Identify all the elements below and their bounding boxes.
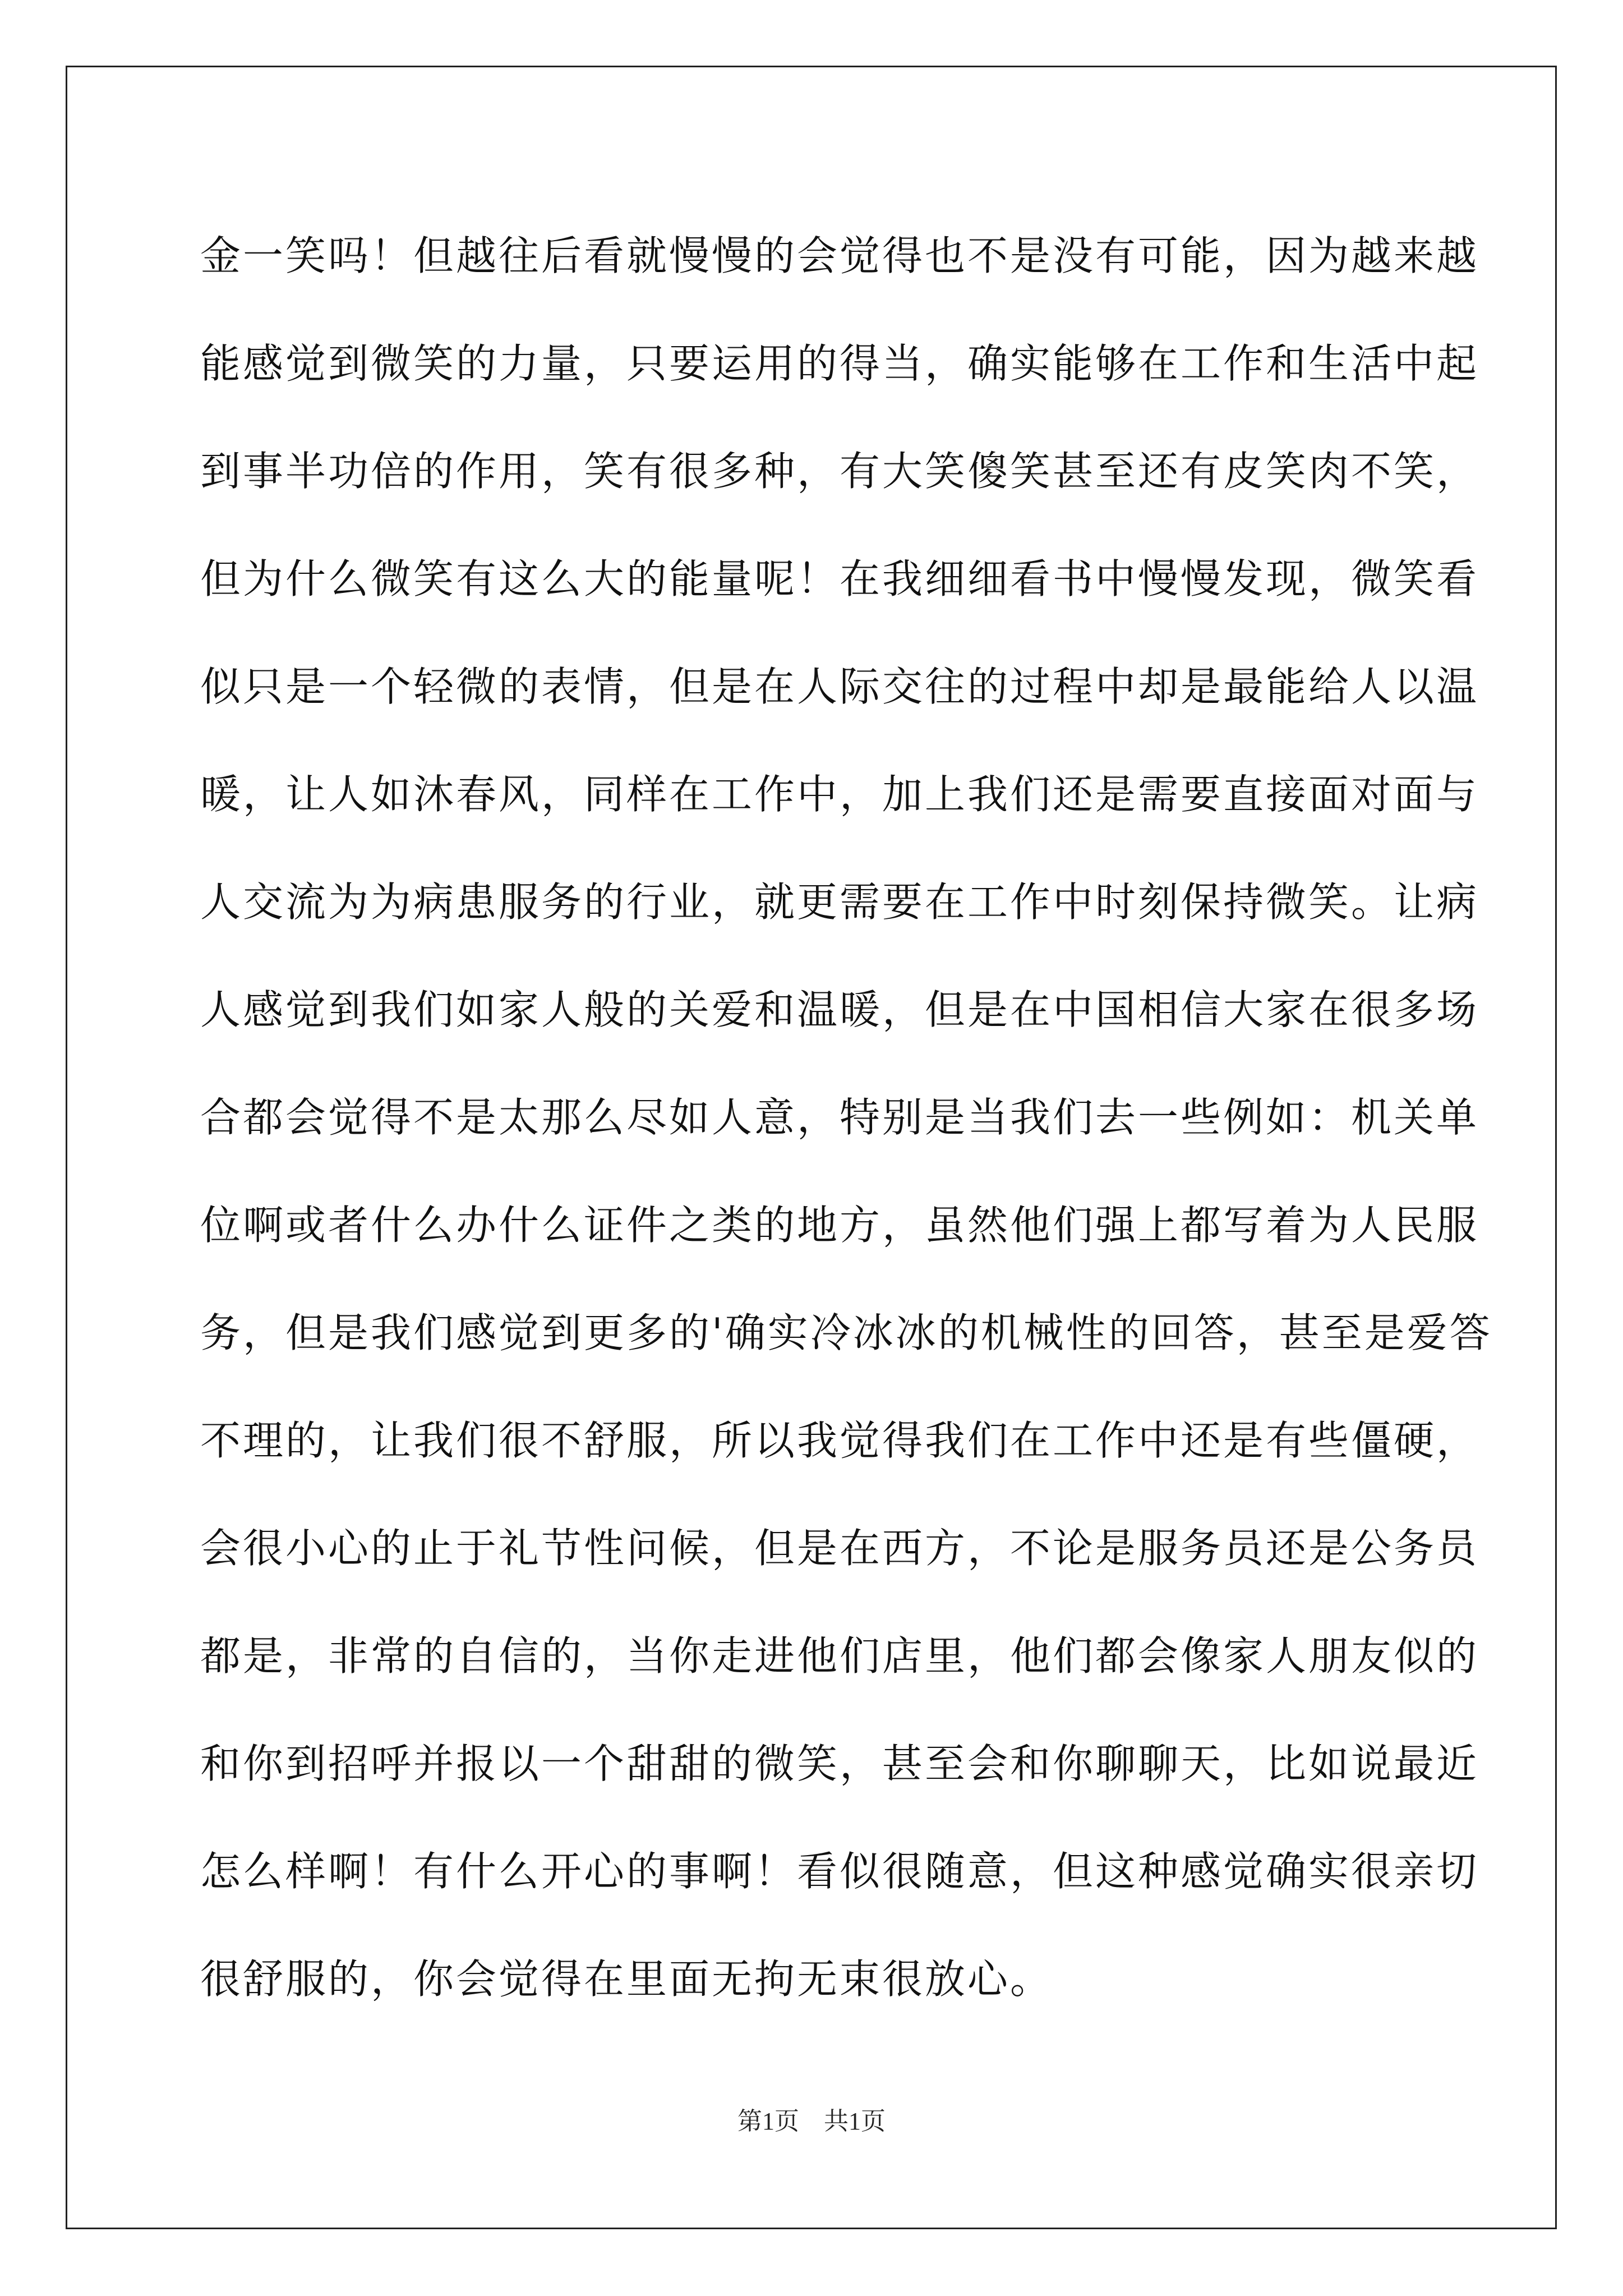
page-number: 第1页 共1页 [737, 2108, 886, 2135]
text-line-7: 人交流为为病患服务的行业，就更需要在工作中时刻保持微笑。让病 [200, 878, 1479, 926]
text-line-17: 很舒服的，你会觉得在里面无拘无束很放心。 [200, 1955, 1053, 2003]
text-line-14: 都是，非常的自信的，当你走进他们店里，他们都会像家人朋友似的 [200, 1632, 1479, 1680]
document-body [200, 202, 1492, 2033]
text-line-4: 但为什么微笑有这么大的能量呢！在我细细看书中慢慢发现，微笑看 [200, 555, 1479, 602]
text-line-11: 务，但是我们感觉到更多的'确实冷冰冰的机械性的回答，甚至是爱答 [200, 1309, 1492, 1356]
text-line-3: 到事半功倍的作用，笑有很多种，有大笑傻笑甚至还有皮笑肉不笑， [200, 448, 1479, 495]
text-line-9: 合都会觉得不是太那么尽如人意，特别是当我们去一些例如：机关单 [200, 1094, 1479, 1141]
text-line-6: 暖，让人如沐春风，同样在工作中，加上我们还是需要直接面对面与 [200, 771, 1479, 818]
text-line-15: 和你到招呼并报以一个甜甜的微笑，甚至会和你聊聊天，比如说最近 [200, 1740, 1479, 1787]
text-line-16: 怎么样啊！有什么开心的事啊！看似很随意，但这种感觉确实很亲切 [200, 1848, 1479, 1895]
text-line-12: 不理的，让我们很不舒服，所以我觉得我们在工作中还是有些僵硬， [200, 1417, 1479, 1464]
text-line-1: 金一笑吗！但越往后看就慢慢的会觉得也不是没有可能，因为越来越 [200, 232, 1479, 279]
text-line-13: 会很小心的止于礼节性问候，但是在西方，不论是服务员还是公务员 [200, 1525, 1479, 1572]
text-line-8: 人感觉到我们如家人般的关爱和温暖，但是在中国相信大家在很多场 [200, 986, 1479, 1033]
text-line-2: 能感觉到微笑的力量，只要运用的得当，确实能够在工作和生活中起 [200, 340, 1479, 387]
text-line-10: 位啊或者什么办什么证件之类的地方，虽然他们强上都写着为人民服 [200, 1202, 1479, 1249]
text-line-5: 似只是一个轻微的表情，但是在人际交往的过程中却是最能给人以温 [200, 663, 1479, 710]
